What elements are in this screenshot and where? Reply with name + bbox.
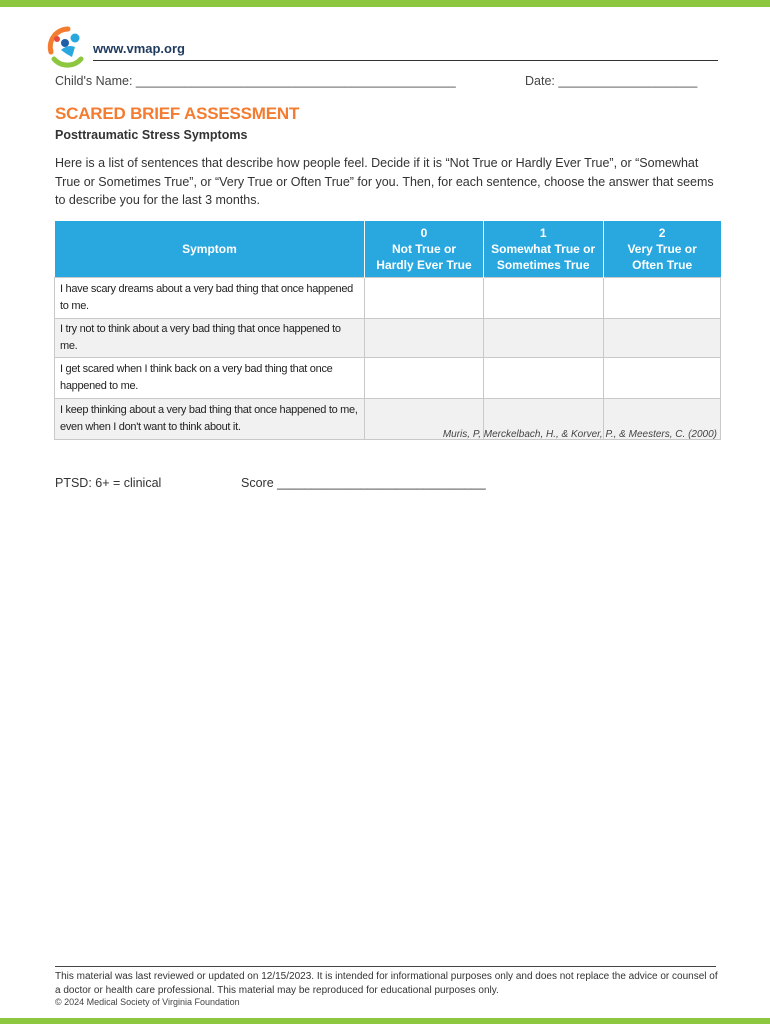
- top-accent-bar: [0, 0, 770, 7]
- answer-cell-1[interactable]: [483, 358, 603, 399]
- symptom-text: I have scary dreams about a very bad thing that once happened to me.: [55, 278, 365, 319]
- option-label-line1: Not True or: [391, 242, 456, 256]
- option-label-line1: Very True or: [627, 242, 697, 256]
- table-row: [55, 319, 721, 358]
- answer-cell-0[interactable]: [365, 358, 483, 399]
- header-option-0: [365, 221, 483, 278]
- option-score: 0: [420, 226, 428, 240]
- symptom-table: [54, 221, 721, 440]
- instructions-text: Here is a list of sentences that describe how people feel. Decide if it is “Not True or Hardly Ever True”, or “Somewhat True or Sometimes True”, or “Very True or Often True” for you. Then, for each sentence, choose the answer that seems to describe you for the last 3 months.: [55, 156, 714, 207]
- answer-cell-1[interactable]: [483, 278, 603, 319]
- table-header-row: [55, 221, 721, 278]
- child-name-field[interactable]: Child's Name: ______________________________________________: [55, 74, 456, 88]
- footer-copyright: © 2024 Medical Society of Virginia Foundation: [55, 997, 240, 1007]
- citation: Muris, P, Merckelbach, H., & Korver, P., & Meesters, C. (2000): [442, 429, 717, 440]
- answer-cell-2[interactable]: [603, 319, 720, 358]
- symptom-text: I get scared when I think back on a very bad thing that once happened to me.: [55, 358, 365, 399]
- answer-cell-2[interactable]: [603, 358, 720, 399]
- table-row: [55, 278, 721, 319]
- score-field[interactable]: Score ______________________________: [241, 476, 486, 490]
- option-score: 2: [658, 226, 666, 240]
- answer-cell-1[interactable]: [483, 319, 603, 358]
- option-label-line2: Sometimes True: [496, 258, 590, 272]
- header-option-2: [603, 221, 720, 278]
- symptom-text: I try not to think about a very bad thing that once happened to me.: [55, 319, 365, 358]
- header-option-1: [483, 221, 603, 278]
- bottom-accent-bar: [0, 1018, 770, 1024]
- option-label-line1: Somewhat True or: [491, 242, 596, 256]
- table-row: [55, 358, 721, 399]
- answer-cell-0[interactable]: [365, 278, 483, 319]
- header-divider: [93, 60, 718, 61]
- header-symptom: Symptom: [55, 221, 365, 278]
- option-label-line2: Hardly Ever True: [376, 258, 472, 272]
- footer-disclaimer: This material was last reviewed or updated on 12/15/2023. It is intended for informational purposes only and does not replace the advice or counsel of a doctor or health care professional. This material may be reproduced for educational purposes only.: [55, 971, 718, 996]
- page-title: SCARED BRIEF ASSESSMENT: [55, 104, 300, 123]
- option-score: 1: [539, 226, 547, 240]
- option-label-line2: Often True: [632, 258, 693, 272]
- vmap-logo-icon: [47, 26, 89, 68]
- site-url[interactable]: www.vmap.org: [93, 41, 185, 56]
- page-subtitle: Posttraumatic Stress Symptoms: [55, 128, 248, 142]
- answer-cell-2[interactable]: [603, 278, 720, 319]
- symptom-text: I keep thinking about a very bad thing that once happened to me, even when I don't want to think about it.: [55, 399, 365, 440]
- footer-divider: [55, 966, 716, 967]
- answer-cell-0[interactable]: [365, 319, 483, 358]
- ptsd-rule: PTSD: 6+ = clinical: [55, 476, 162, 490]
- date-field[interactable]: Date: ____________________: [525, 74, 698, 88]
